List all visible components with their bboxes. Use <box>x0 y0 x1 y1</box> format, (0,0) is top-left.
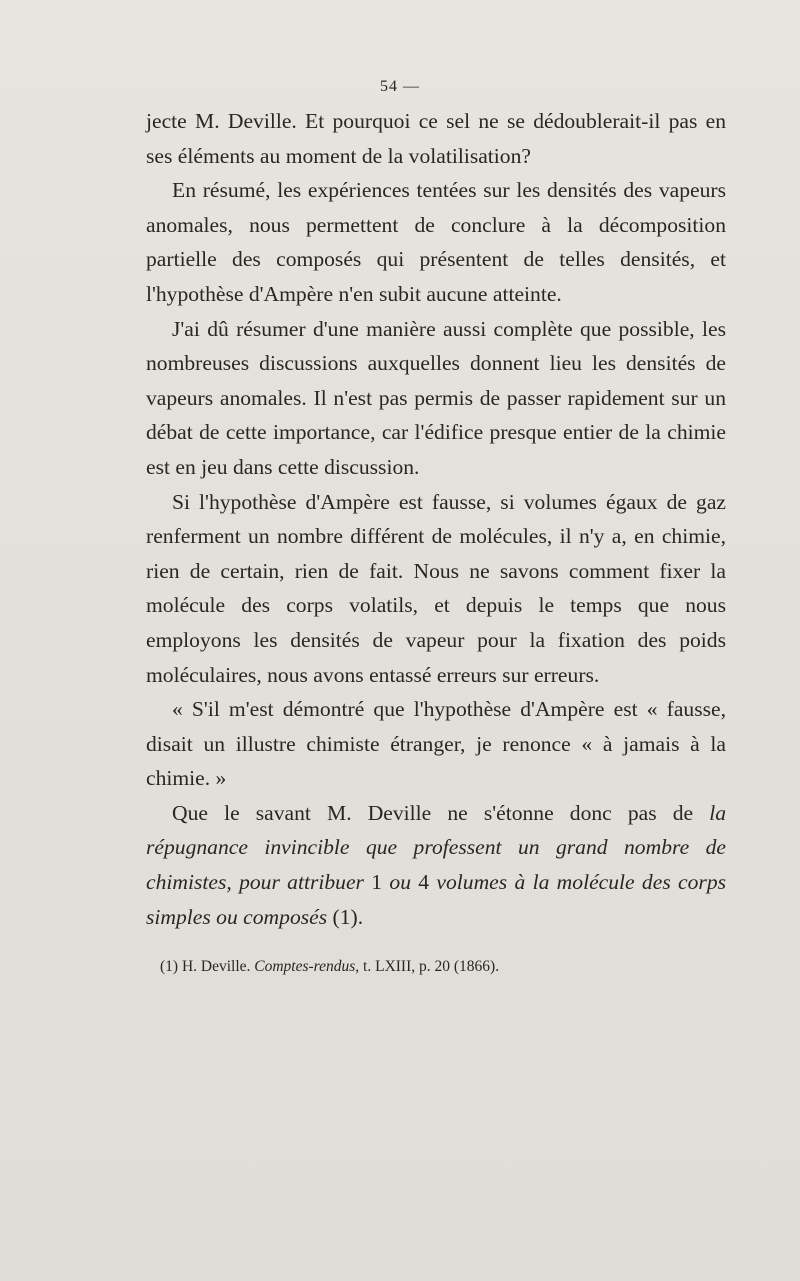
final-mid: 1 <box>363 870 390 895</box>
paragraph-text: En résumé, les expériences tentées sur les densités des vapeurs anomales, nous permettent de conclure à la décomposition partielle des composés qui présentent de telles densités, et l'hypothèse d'Ampère n'en subit aucune atteinte. <box>146 178 726 306</box>
body-text <box>146 104 726 934</box>
page-number: 54 — <box>380 78 420 95</box>
final-mid-2: 4 <box>410 870 437 895</box>
paragraph-text: « S'il m'est démontré que l'hypothèse d'Ampère est « fausse, disait un illustre chimiste étranger, je renonce « à jamais à la chimie. » <box>146 697 726 791</box>
paragraph-final <box>146 796 726 934</box>
paragraph-text: J'ai dû résumer d'une manière aussi complète que possible, les nombreuses discussions auxquelles donnent lieu les densités de vapeurs anomales. Il n'est pas permis de passer rapidement sur un débat de cette importance, car l'édifice presque entier de la chimie est en jeu dans cette discussion. <box>146 316 726 479</box>
final-italic-2: ou <box>389 870 411 895</box>
paragraph-text: Si l'hypothèse d'Ampère est fausse, si volumes égaux de gaz renferment un nombre différent de molécules, il n'y a, en chimie, rien de certain, rien de fait. Nous ne savons comment fixer la molécule des corps volatils, et depuis le temps que nous employons les densités de vapeur pour la fixation des poids moléculaires, nous avons entassé erreurs sur erreurs. <box>146 489 726 687</box>
final-tail: (1). <box>327 904 364 929</box>
paragraph-quote <box>146 692 726 796</box>
paragraph-4 <box>146 485 726 693</box>
footnote <box>160 956 720 978</box>
paragraph-3 <box>146 312 726 485</box>
final-italic-1: la répugnance invincible que professent un grand nombre de chimistes, pour attribuer <box>146 800 726 895</box>
final-lead: Que le savant M. Deville ne s'étonne donc pas de <box>172 800 710 825</box>
paragraph-1 <box>146 104 726 173</box>
footnote-details: , t. LXIII, p. 20 (1866). <box>355 958 500 975</box>
final-italic-3: volumes à la molécule des corps simples ou composés <box>146 870 727 929</box>
paragraph-text: jecte M. Deville. Et pourquoi ce sel ne se dédoublerait-il pas en ses éléments au moment de la volatilisation? <box>146 109 726 168</box>
footnote-source: Comptes-rendus <box>254 958 356 975</box>
paragraph-2 <box>146 173 726 311</box>
footnote-marker: (1) H. Deville. <box>160 958 255 975</box>
